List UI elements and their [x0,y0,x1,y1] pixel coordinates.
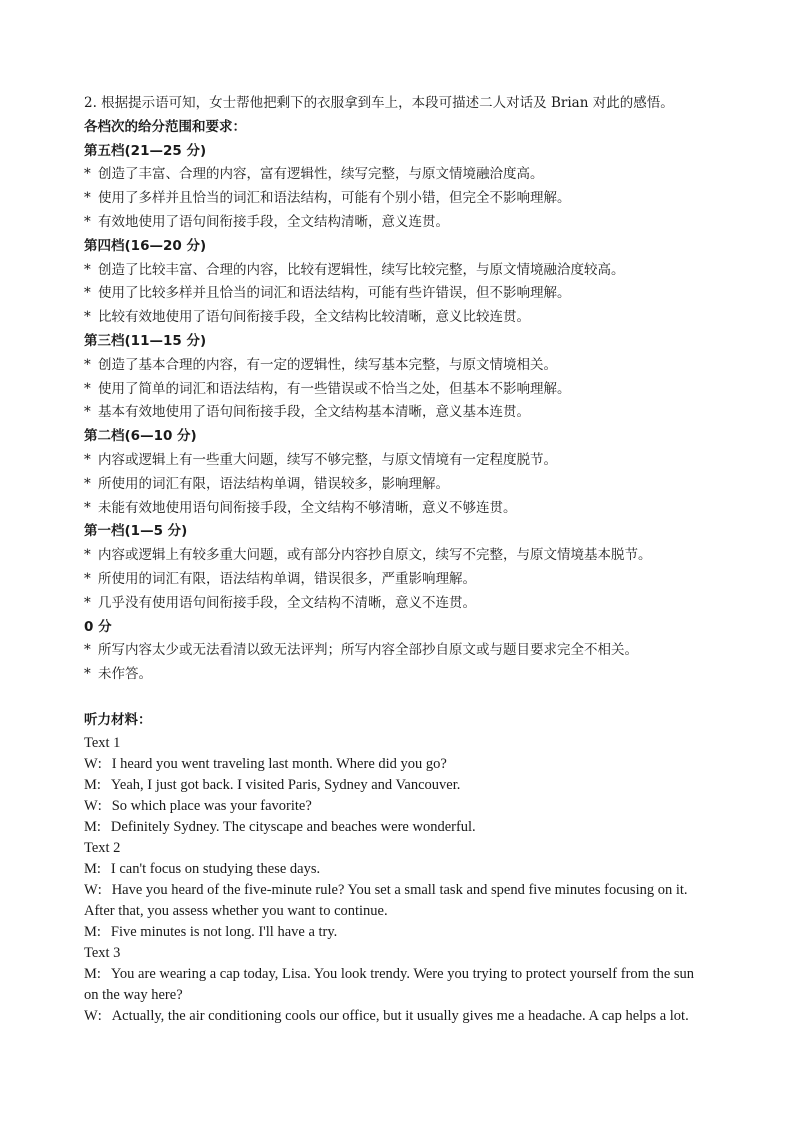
bullet-star: * [84,451,91,468]
criteria-text: 内容或逻辑上有较多重大问题，或有部分内容抄自原文，续写不完整，与原文情境基本脱节。 [98,547,652,564]
criteria-item [84,497,734,521]
speaker-label: W [84,881,98,898]
criteria-text: 所使用的词汇有限，语法结构单调，错误很多，严重影响理解。 [98,570,476,587]
criteria-item [84,259,734,283]
bullet-star: * [84,547,91,564]
bullet-star: * [84,285,91,302]
speaker-separator: : [97,1007,102,1024]
criteria-text: 所使用的词汇有限，语法结构单调，错误较多，影响理解。 [98,475,449,492]
bullet-star: * [84,380,91,397]
text-label: Text 2 [84,839,121,856]
criteria-item [84,163,734,187]
criteria-text: 使用了简单的词汇和语法结构，有一些错误或不恰当之处，但基本不影响理解。 [98,380,571,397]
criteria-text: 几乎没有使用语句间衔接手段，全文结构不清晰，意义不连贯。 [98,594,476,611]
level-title: 第四档(16—20 分) [84,237,207,254]
speaker-label: M [84,776,97,793]
criteria-item [84,401,734,425]
dialogue-line [84,922,734,943]
bullet-star: * [84,309,91,326]
bullet-star: * [84,356,91,373]
dialogue-line [84,1006,734,1027]
bullet-star: * [84,570,91,587]
speaker-label: W [84,755,98,772]
criteria-item [84,378,734,402]
criteria-item [84,473,734,497]
intro-paragraph: 2. 根据提示语可知，女士帮他把剩下的衣服拿到车上，本段可描述二人对话及 Brian 对此的感悟。 [84,95,674,111]
listening-texts [84,733,734,1027]
dialogue-text: I heard you went traveling last month. Where did you go? [111,755,447,772]
criteria-text: 未作答。 [98,666,152,683]
dialogue-line [84,859,734,880]
scoring-levels [84,140,734,687]
criteria-text: 比较有效地使用了语句间衔接手段，全文结构比较清晰，意义比较连贯。 [98,309,530,326]
criteria-item [84,282,734,306]
speaker-label: W [84,797,98,814]
criteria-text: 内容或逻辑上有一些重大问题，续写不够完整，与原文情境有一定程度脱节。 [98,451,557,468]
speaker-label: M [84,923,97,940]
dialogue-text: Five minutes is not long. I'll have a try. [110,923,338,940]
criteria-text: 使用了多样并且恰当的词汇和语法结构，可能有个别小错，但完全不影响理解。 [98,190,571,207]
bullet-star: * [84,475,91,492]
bullet-star: * [84,499,91,516]
dialogue-line [84,964,734,985]
criteria-item [84,639,734,663]
speaker-separator: : [96,965,101,982]
speaker-label: M [84,818,97,835]
criteria-text: 创造了比较丰富、合理的内容，比较有逻辑性，续写比较完整，与原文情境融洽度较高。 [98,261,625,278]
level-title: 第一档(1—5 分) [84,523,188,540]
bullet-star: * [84,261,91,278]
criteria-text: 所写内容太少或无法看清以致无法评判；所写内容全部抄自原文或与题目要求完全不相关。 [98,642,638,659]
speaker-separator: : [97,797,102,814]
dialogue-text: I can't focus on studying these days. [110,860,321,877]
criteria-text: 创造了基本合理的内容，有一定的逻辑性，续写基本完整，与原文情境相关。 [98,356,557,373]
bullet-star: * [84,594,91,611]
listening-title: 听力材料： [84,711,152,728]
dialogue-line [84,880,734,901]
bullet-star: * [84,190,91,207]
bullet-star: * [84,404,91,421]
criteria-text: 创造了丰富、合理的内容，富有逻辑性，续写完整，与原文情境融洽度高。 [98,166,544,183]
criteria-text: 有效地使用了语句间衔接手段，全文结构清晰，意义连贯。 [98,213,449,230]
criteria-text: 基本有效地使用了语句间衔接手段，全文结构基本清晰，意义基本连贯。 [98,404,530,421]
level-title: 0 分 [84,618,112,635]
dialogue-text: Definitely Sydney. The cityscape and beaches were wonderful. [110,818,476,835]
speaker-label: W [84,1007,98,1024]
speaker-separator: : [96,923,101,940]
dialogue-text: So which place was your favorite? [111,797,312,814]
speaker-label: M [84,965,97,982]
criteria-item [84,544,734,568]
level-title: 第三档(11—15 分) [84,332,207,349]
criteria-item [84,663,734,687]
dialogue-line [84,817,734,838]
speaker-separator: : [96,776,101,793]
dialogue-text: You are wearing a cap today, Lisa. You look trendy. Were you trying to protect yourself from the sun [110,965,695,982]
criteria-item [84,449,734,473]
bullet-star: * [84,666,91,683]
criteria-text: 使用了比较多样并且恰当的词汇和语法结构，可能有些许错误，但不影响理解。 [98,285,571,302]
dialogue-text: After that, you assess whether you want to continue. [84,902,388,919]
criteria-item [84,187,734,211]
criteria-item [84,568,734,592]
dialogue-line [84,754,734,775]
bullet-star: * [84,213,91,230]
criteria-item [84,592,734,616]
dialogue-line [84,775,734,796]
dialogue-text: on the way here? [84,986,183,1003]
criteria-item [84,211,734,235]
level-title: 第五档(21—25 分) [84,142,207,159]
bullet-star: * [84,642,91,659]
text-label: Text 3 [84,944,121,961]
dialogue-line [84,901,734,922]
criteria-item [84,354,734,378]
document-content [84,92,734,1027]
speaker-separator: : [97,755,102,772]
criteria-text: 未能有效地使用语句间衔接手段，全文结构不够清晰，意义不够连贯。 [98,499,517,516]
dialogue-text: Have you heard of the five-minute rule? You set a small task and spend five minutes focusing on it. [111,881,688,898]
dialogue-text: Yeah, I just got back. I visited Paris, Sydney and Vancouver. [110,776,461,793]
text-label: Text 1 [84,734,121,751]
speaker-separator: : [96,818,101,835]
speaker-separator: : [97,881,102,898]
speaker-separator: : [96,860,101,877]
criteria-item [84,306,734,330]
dialogue-text: Actually, the air conditioning cools our office, but it usually gives me a headache. A cap helps a lot. [111,1007,689,1024]
dialogue-line [84,985,734,1006]
criteria-title: 各档次的给分范围和要求： [84,118,246,135]
bullet-star: * [84,166,91,183]
level-title: 第二档(6—10 分) [84,428,197,445]
dialogue-line [84,796,734,817]
speaker-label: M [84,860,97,877]
